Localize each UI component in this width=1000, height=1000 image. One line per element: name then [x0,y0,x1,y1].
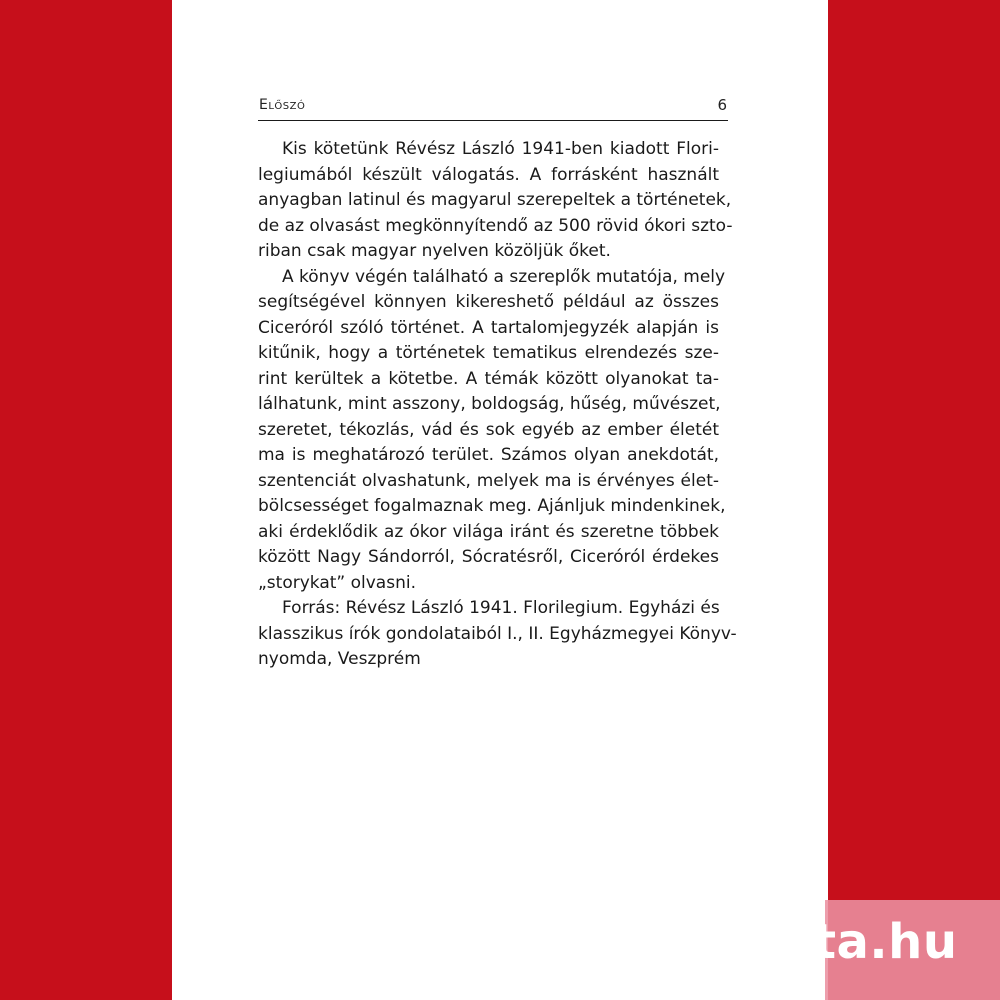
text-line: szeretet, tékozlás, vád és sok egyéb az ember életét [258,419,719,440]
text-line: bölcsességet fogalmaznak meg. Ajánljuk mindenkinek, [258,496,726,516]
body-text [258,137,737,673]
text-line: Kis kötetünk Révész László 1941-ben kiadott Flori- [282,139,719,159]
text-line: aki érdeklődik az ókor világa iránt és szeretne többek [258,521,719,542]
book-page [172,0,828,1000]
text-line: szentenciát olvashatunk, melyek ma is érvényes élet- [258,470,719,491]
watermark-logo: tinta.hu [738,914,958,970]
text-line: között Nagy Sándorról, Sócratésről, Ciceróról érdekes [258,547,719,567]
text-line: legiumából készült válogatás. A forrásként használt [258,164,719,185]
text-line: Ciceróról szóló történet. A tartalomjegyzék alapján is [258,317,719,338]
text-line: „storykat” olvasni. [258,572,416,593]
header-rule [258,120,728,121]
text-line: Forrás: Révész László 1941. Florilegium. Egyházi és [282,598,720,618]
text-line: de az olvasást megkönnyítendő az 500 rövid ókori szto- [258,215,733,236]
section-title: Előszó [259,97,306,113]
page-number: 6 [717,96,727,114]
text-line: riban csak magyar nyelven közöljük őket. [258,241,611,261]
text-line: A könyv végén található a szereplők mutatója, mely [282,266,726,287]
text-line: klasszikus írók gondolataiból I., II. Egyházmegyei Könyv- [258,623,737,644]
text-line: lálhatunk, mint asszony, boldogság, hűség, művészet, [258,394,721,414]
text-line: kitűnik, hogy a történetek tematikus elrendezés sze- [258,343,719,363]
text-line: nyomda, Veszprém [258,649,421,669]
running-head [259,96,727,114]
text-line: anyagban latinul és magyarul szerepeltek a történetek, [258,190,732,210]
text-line: ma is meghatározó terület. Számos olyan anekdotát, [258,445,719,465]
text-line: rint kerültek a kötetbe. A témák között olyanokat ta- [258,368,719,389]
text-line: segítségével könnyen kikereshető például az összes [258,292,719,312]
